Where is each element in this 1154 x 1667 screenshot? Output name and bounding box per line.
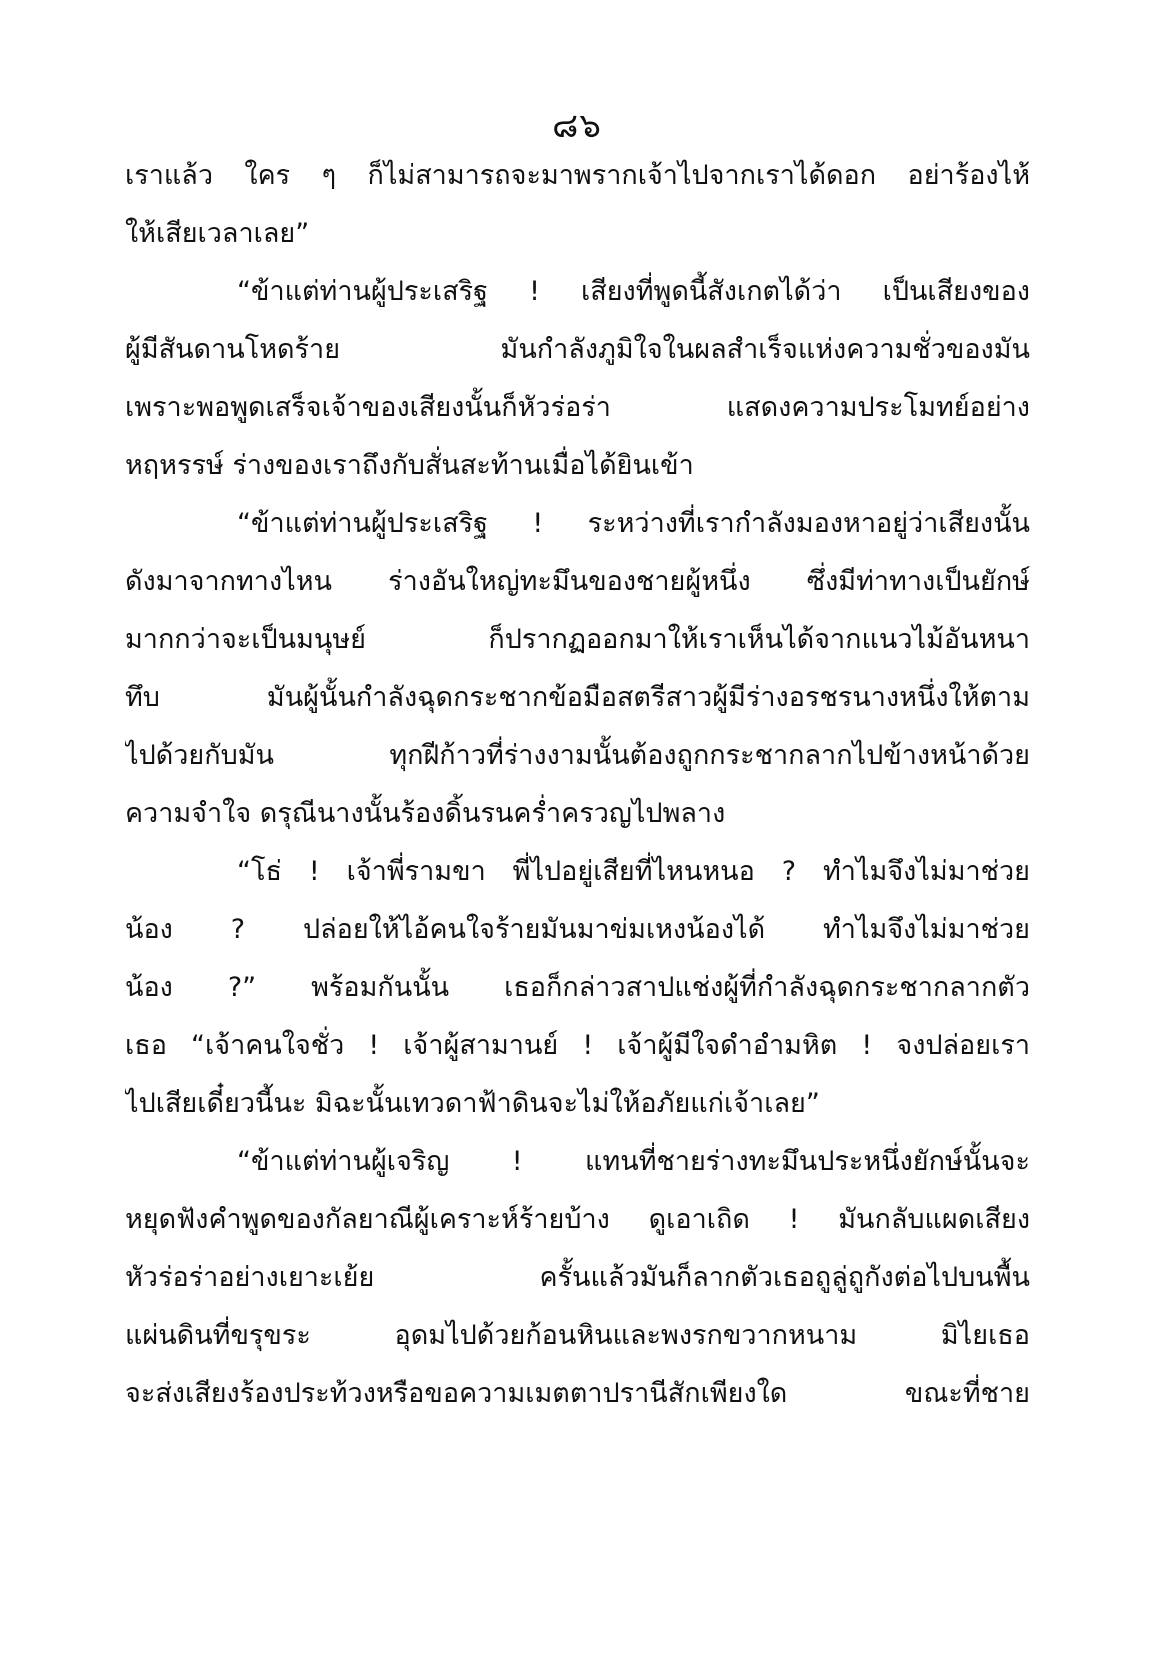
text-line: “ข้าแต่ท่านผู้ประเสริฐ ! ระหว่างที่เรากำลังมองหาอยู่ว่าเสียงนั้น: [237, 508, 1030, 539]
text-line: หัวร่อร่าอย่างเยาะเย้ย ครั้นแล้วมันก็ลากตัวเธอถูลู่ถูกังต่อไปบนพื้น: [125, 1262, 1030, 1293]
text-line: “ข้าแต่ท่านผู้ประเสริฐ ! เสียงที่พูดนี้สังเกตได้ว่า เป็นเสียงของ: [237, 276, 1030, 307]
text-line: ดังมาจากทางไหน ร่างอันใหญ่ทะมึนของชายผู้หนึ่ง ซึ่งมีท่าทางเป็นยักษ์: [125, 566, 1030, 597]
text-line: ไปด้วยกับมัน ทุกฝีก้าวที่ร่างงามนั้นต้องถูกกระชากลากไปข้างหน้าด้วย: [125, 740, 1030, 771]
text-line: ความจำใจ ดรุณีนางนั้นร้องดิ้นรนคร่ำครวญไปพลาง: [125, 798, 726, 829]
text-line: น้อง ?” พร้อมกันนั้น เธอก็กล่าวสาปแช่งผู้ที่กำลังฉุดกระชากลากตัว: [125, 972, 1030, 1003]
text-line: ผู้มีสันดานโหดร้าย มันกำลังภูมิใจในผลสำเร็จแห่งความชั่วของมัน: [125, 334, 1030, 365]
text-line: หฤหรรษ์ ร่างของเราถึงกับสั่นสะท้านเมื่อได้ยินเข้า: [125, 450, 694, 481]
text-line: “ข้าแต่ท่านผู้เจริญ ! แทนที่ชายร่างทะมึนประหนึ่งยักษ์นั้นจะ: [237, 1146, 1030, 1177]
page-number: ๘๖: [552, 106, 602, 146]
text-line: เราแล้ว ใคร ๆ ก็ไม่สามารถจะมาพรากเจ้าไปจากเราได้ดอก อย่าร้องไห้: [125, 160, 1030, 191]
text-line: เพราะพอพูดเสร็จเจ้าของเสียงนั้นก็หัวร่อร่า แสดงความประโมทย์อย่าง: [125, 392, 1030, 423]
text-line: เธอ “เจ้าคนใจชั่ว ! เจ้าผู้สามานย์ ! เจ้าผู้มีใจดำอำมหิต ! จงปล่อยเรา: [125, 1030, 1030, 1061]
text-line: น้อง ? ปล่อยให้ไอ้คนใจร้ายมันมาข่มเหงน้องได้ ทำไมจึงไม่มาช่วย: [125, 914, 1030, 945]
text-line: ให้เสียเวลาเลย”: [125, 218, 310, 249]
text-line: ทึบ มันผู้นั้นกำลังฉุดกระชากข้อมือสตรีสาวผู้มีร่างอรชรนางหนึ่งให้ตาม: [125, 682, 1030, 713]
text-line: “โธ่ ! เจ้าพี่รามขา พี่ไปอยู่เสียที่ไหนหนอ ? ทำไมจึงไม่มาช่วย: [237, 856, 1030, 887]
text-line: แผ่นดินที่ขรุขระ อุดมไปด้วยก้อนหินและพงรกขวากหนาม มิไยเธอ: [125, 1320, 1030, 1351]
text-line: จะส่งเสียงร้องประท้วงหรือขอความเมตตาปรานีสักเพียงใด ขณะที่ชาย: [125, 1378, 1030, 1409]
text-line: ไปเสียเดี๋ยวนี้นะ มิฉะนั้นเทวดาฟ้าดินจะไม่ให้อภัยแก่เจ้าเลย”: [125, 1088, 820, 1119]
text-line: หยุดฟังคำพูดของกัลยาณีผู้เคราะห์ร้ายบ้าง ดูเอาเถิด ! มันกลับแผดเสียง: [125, 1204, 1030, 1235]
text-line: มากกว่าจะเป็นมนุษย์ ก็ปรากฏออกมาให้เราเห็นได้จากแนวไม้อันหนา: [125, 624, 1030, 655]
